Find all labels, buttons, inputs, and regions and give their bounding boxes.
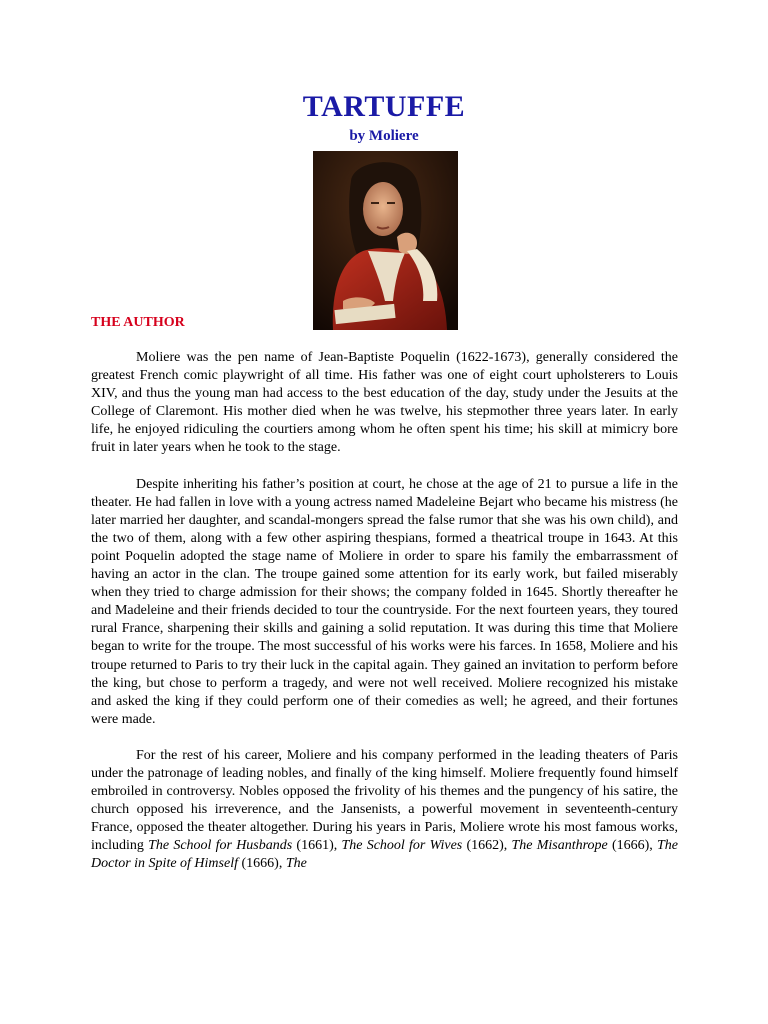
section-heading: THE AUTHOR xyxy=(91,315,185,330)
text-run: Despite inheriting his father’s position at court, he chose at the age of 21 to pursue a life in the theater. He had fallen in love with a young actress named Madeleine Bejart who became his mistress (he later married her daughter, and scandal-mongers spread the false rumor that she was his own child), and the two of them, along with a few other aspiring thespians, formed a theatrical troupe in 1643. At this point Poquelin adopted the stage name of Moliere in order to spare his family the embarrassment of having an actor in the clan. The troupe gained some attention for its early work, but failed miserably when they tried to charge admission for their shows; the company folded in 1645. Shortly thereafter he and Madeleine and their friends decided to tour the countryside. For the next fourteen years, they toured rural France, sharpening their skills and gaining a solid reputation. It was during this time that Moliere began to write for the troupe. The most successful of his works were his farces. In 1658, Moliere and his troupe returned to Paris to try their luck in the capital again. They gained an invitation to perform before the king, but chose to perform a tragedy, and were not well received. Moliere recognized his mistake and asked the king if they could perform one of their comedies as well; he agreed, and their fortunes were made. xyxy=(91,476,678,727)
text-run: (1662), xyxy=(462,838,512,854)
paragraph xyxy=(91,747,678,874)
body-text xyxy=(91,349,678,892)
work-title: The School for Husbands xyxy=(148,838,293,854)
document-subtitle: by Moliere xyxy=(349,128,419,144)
work-title: The Misanthrope xyxy=(511,838,608,854)
text-run: For the rest of his career, Moliere and his company performed in the leading theaters of Paris under the patronage of leading nobles, and finally of the king himself. Moliere frequently found himself embroiled in controversy. Nobles opposed the frivolity of his themes and the pungency of his satire, the church opposed his irreverence, and the Jansenists, a powerful movement in seventeenth-century France, opposed the theater altogether. During his years in Paris, Moliere wrote his most famous works, including xyxy=(91,747,678,854)
text-run: (1666), xyxy=(238,856,286,872)
text-run: (1666), xyxy=(607,838,658,854)
text-run: (1661), xyxy=(292,838,342,854)
work-title: The School for Wives xyxy=(341,838,463,854)
portrait-of-moliere-icon xyxy=(313,151,458,330)
paragraph xyxy=(91,476,678,729)
work-title: The Doctor in Spite of Himself xyxy=(91,838,679,872)
paragraph xyxy=(91,349,678,458)
document-title: TARTUFFE xyxy=(302,90,466,123)
work-title: The xyxy=(285,856,307,872)
text-run: Moliere was the pen name of Jean-Baptiste Poquelin (1622-1673), generally considered the greatest French comic playwright of all time. His father was one of eight court upholsterers to Louis XIV, and thus the young man had access to the best education of the day, study under the Jesuits at the College of Claremont. His mother died when he was twelve, his stepmother three years later. In early life, he enjoyed ridiculing the courtiers among whom he often spent his time; his skill at mimicry bore fruit in later years when he took to the stage. xyxy=(91,350,678,456)
